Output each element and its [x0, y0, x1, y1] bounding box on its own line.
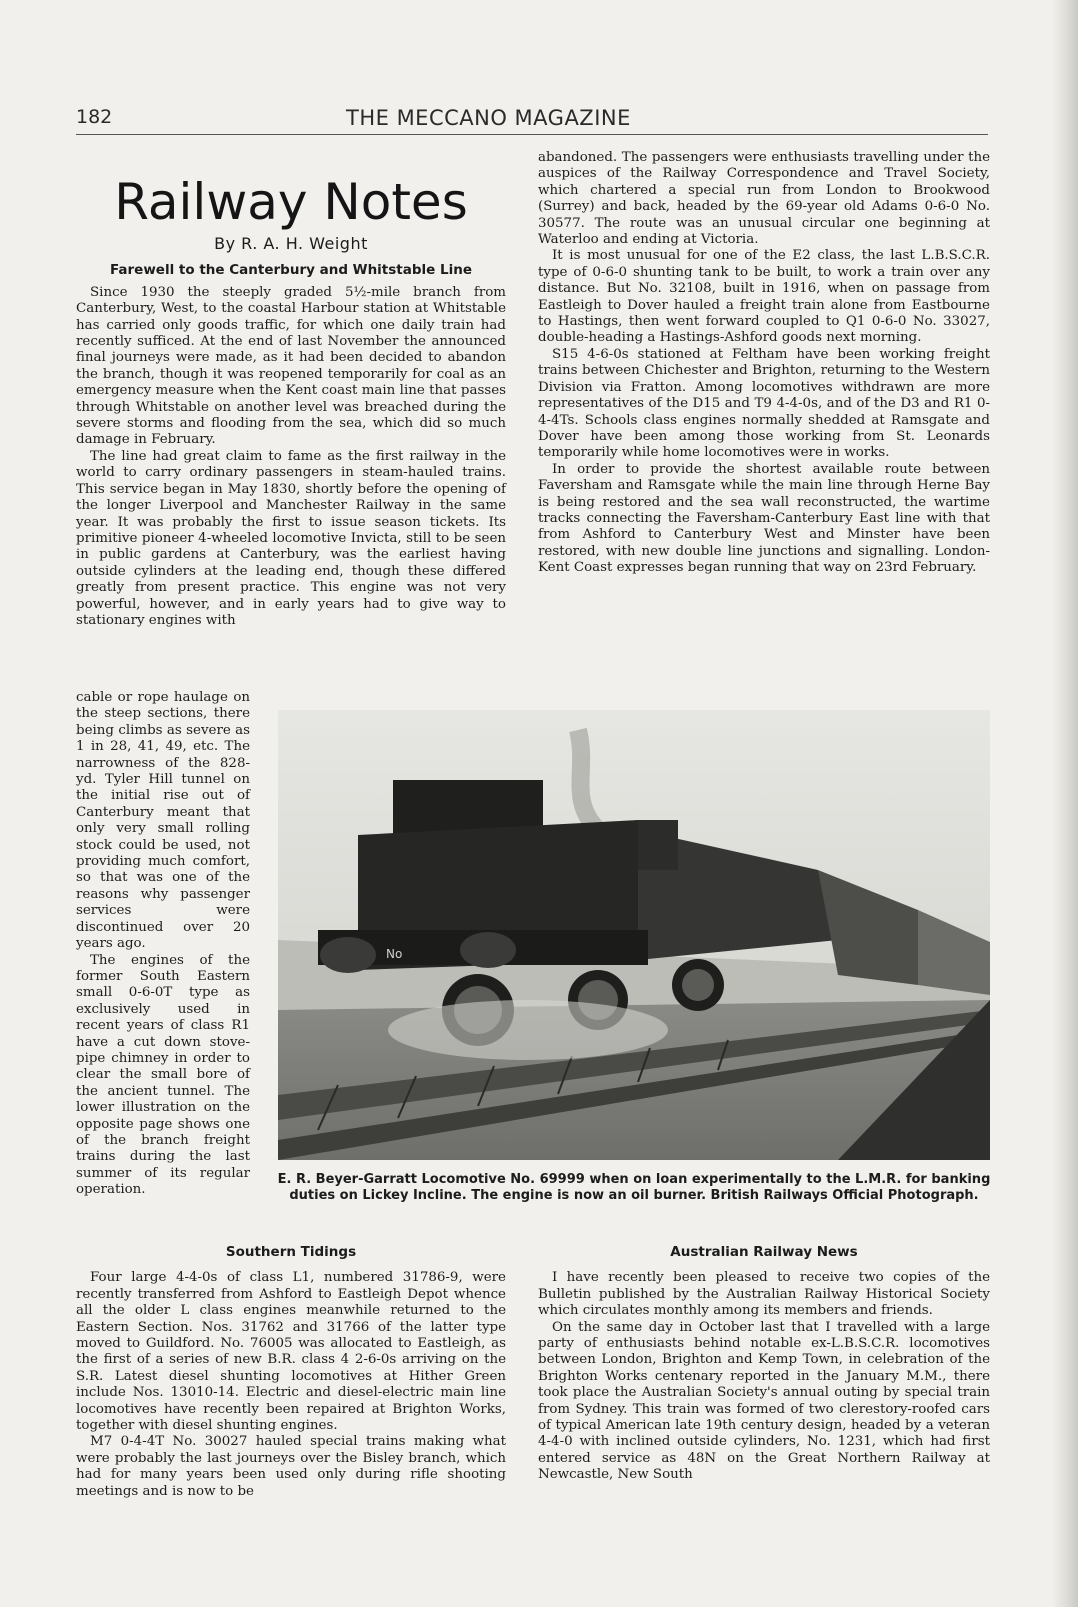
paragraph: S15 4-6-0s stationed at Feltham have been working freight trains between Chichester and Brighton, returning to the Western Division via Fratton. Among locomotives withdrawn are more representatives of the D15 and T9 4-4-0s, and of the D3 and R1 0-4-4Ts. Schools class engines normally shedded at Ramsgate and Dover have been among those working from St. Leonards temporarily while home locomotives were in works. — [538, 346, 990, 461]
page-number: 182 — [76, 106, 113, 128]
right-column — [538, 150, 990, 577]
paragraph: On the same day in October last that I travelled with a large party of enthusiasts behind notable ex-L.B.S.C.R. locomotives between London, Brighton and Kemp Town, in celebration of the Brighton Works centenary reported in the January M.M., there took place the Australian Society's annual outing by special train from Sydney. This train was formed of two clerestory-roofed cars of typical American late 19th century design, headed by a veteran 4-4-0 with inclined outside cylinders, No. 1231, which had first entered service as 48N on the Great Northern Railway at Newcastle, New South — [538, 1319, 990, 1483]
section-heading-southern: Southern Tidings — [225, 1244, 357, 1260]
bottom-right-column — [538, 1244, 990, 1484]
page-header — [76, 106, 988, 132]
paragraph: The line had great claim to fame as the first railway in the world to carry ordinary passengers in steam-hauled trains. This service began in May 1830, shortly before the opening of the longer Liverpool and Manchester Railway in the same year. It was probably the first to issue season tickets. Its primitive pioneer 4-wheeled locomotive Invicta, still to be seen in public gardens at Canterbury, was the earliest having outside cylinders at the leading end, though these differed greatly from present practice. This engine was not very powerful, however, and in early years had to give way to stationary engines with — [76, 448, 506, 628]
photo-caption: E. R. Beyer-Garratt Locomotive No. 69999 when on loan experimentally to the L.M.R. for banking duties on Lickey Incline. The engine is now an oil burner. British Railways Official Photograph. — [277, 1172, 991, 1203]
bottom-left-column — [76, 1244, 506, 1500]
narrow-column — [76, 690, 250, 1199]
header-rule — [76, 134, 988, 135]
magazine-title: THE MECCANO MAGAZINE — [346, 106, 631, 130]
paragraph: In order to provide the shortest available route between Faversham and Ramsgate while the main line through Herne Bay is being restored and the sea wall reconstructed, the wartime tracks connecting the Faversham-Canterbury East line with that from Ashford to Canterbury West and Minster have been restored, with new double line junctions and signalling. London-Kent Coast expresses began running that way on 23rd February. — [538, 461, 990, 576]
section-heading-canterbury: Farewell to the Canterbury and Whitstable Line — [109, 262, 473, 279]
paragraph: Four large 4-4-0s of class L1, numbered 31786-9, were recently transferred from Ashford to Eastleigh Depot whence all the older L class engines meanwhile returned to the Eastern Section. Nos. 31762 and 31766 of the latter type moved to Guildford. No. 76005 was allocated to Eastleigh, as the first of a series of new B.R. class 4 2-6-0s arriving on the S.R. Latest diesel shunting locomotives at Hither Green include Nos. 13010-14. Electric and diesel-electric main line locomotives have recently been repaired at Brighton Works, together with diesel shunting engines. — [76, 1270, 506, 1434]
paragraph: I have recently been pleased to receive two copies of the Bulletin published by the Australian Railway Historical Society which circulates monthly among its members and friends. — [538, 1270, 990, 1319]
page-edge-shadow — [1052, 0, 1078, 1607]
paragraph: abandoned. The passengers were enthusiasts travelling under the auspices of the Railway Correspondence and Travel Society, which chartered a special run from London to Brookwood (Surrey) and back, headed by the 69-year old Adams 0-6-0 No. 30577. The route was an unusual circular one beginning at Waterloo and ending at Victoria. — [538, 150, 990, 248]
paragraph: cable or rope haulage on the steep sections, there being climbs as severe as 1 in 28, 41, 49, etc. The narrowness of the 828-yd. Tyler Hill tunnel on the initial rise out of Canterbury meant that only very small rolling stock could be used, not providing much comfort, so that was one of the reasons why passenger services were discontinued over 20 years ago. — [76, 690, 250, 952]
plate-text: No — [386, 947, 403, 961]
paragraph: Since 1930 the steeply graded 5½-mile branch from Canterbury, West, to the coastal Harbour station at Whitstable has carried only goods traffic, for which one daily train had recently sufficed. At the end of last November the announced final journeys were made, as it had been decided to abandon the branch, though it was reopened temporarily for coal as an emergency measure when the Kent coast main line that passes through Whitstable on another level was breached during the severe storms and flooding from the sea, which did so much damage in February. — [76, 284, 506, 448]
article-title: Railway Notes — [114, 173, 468, 231]
paragraph: It is most unusual for one of the E2 class, the last L.B.S.C.R. type of 0-6-0 shunting tank to be built, to work a train over any distance. But No. 32108, built in 1916, when on passage from Eastleigh to Dover hauled a freight train alone from Eastbourne to Hastings, then went forward coupled to Q1 0-6-0 No. 33027, double-heading a Hastings-Ashford goods next morning. — [538, 248, 990, 346]
section-heading-australian: Australian Railway News — [670, 1244, 858, 1260]
locomotive-photograph — [278, 710, 990, 1160]
left-column — [76, 150, 506, 629]
paragraph: The engines of the former South Eastern small 0-6-0T type as exclusively used in recent years of class R1 have a cut down stove-pipe chimney in order to clear the small bore of the ancient tunnel. The lower illustration on the opposite page shows one of the branch freight trains during the last summer of its regular operation. — [76, 952, 250, 1198]
locomotive-illustration — [278, 710, 990, 1160]
article-byline: By R. A. H. Weight — [214, 234, 368, 253]
paragraph: M7 0-4-4T No. 30027 hauled special trains making what were probably the last journeys over the Bisley branch, which had for many years been used only during rifle shooting meetings and is now to be — [76, 1434, 506, 1499]
